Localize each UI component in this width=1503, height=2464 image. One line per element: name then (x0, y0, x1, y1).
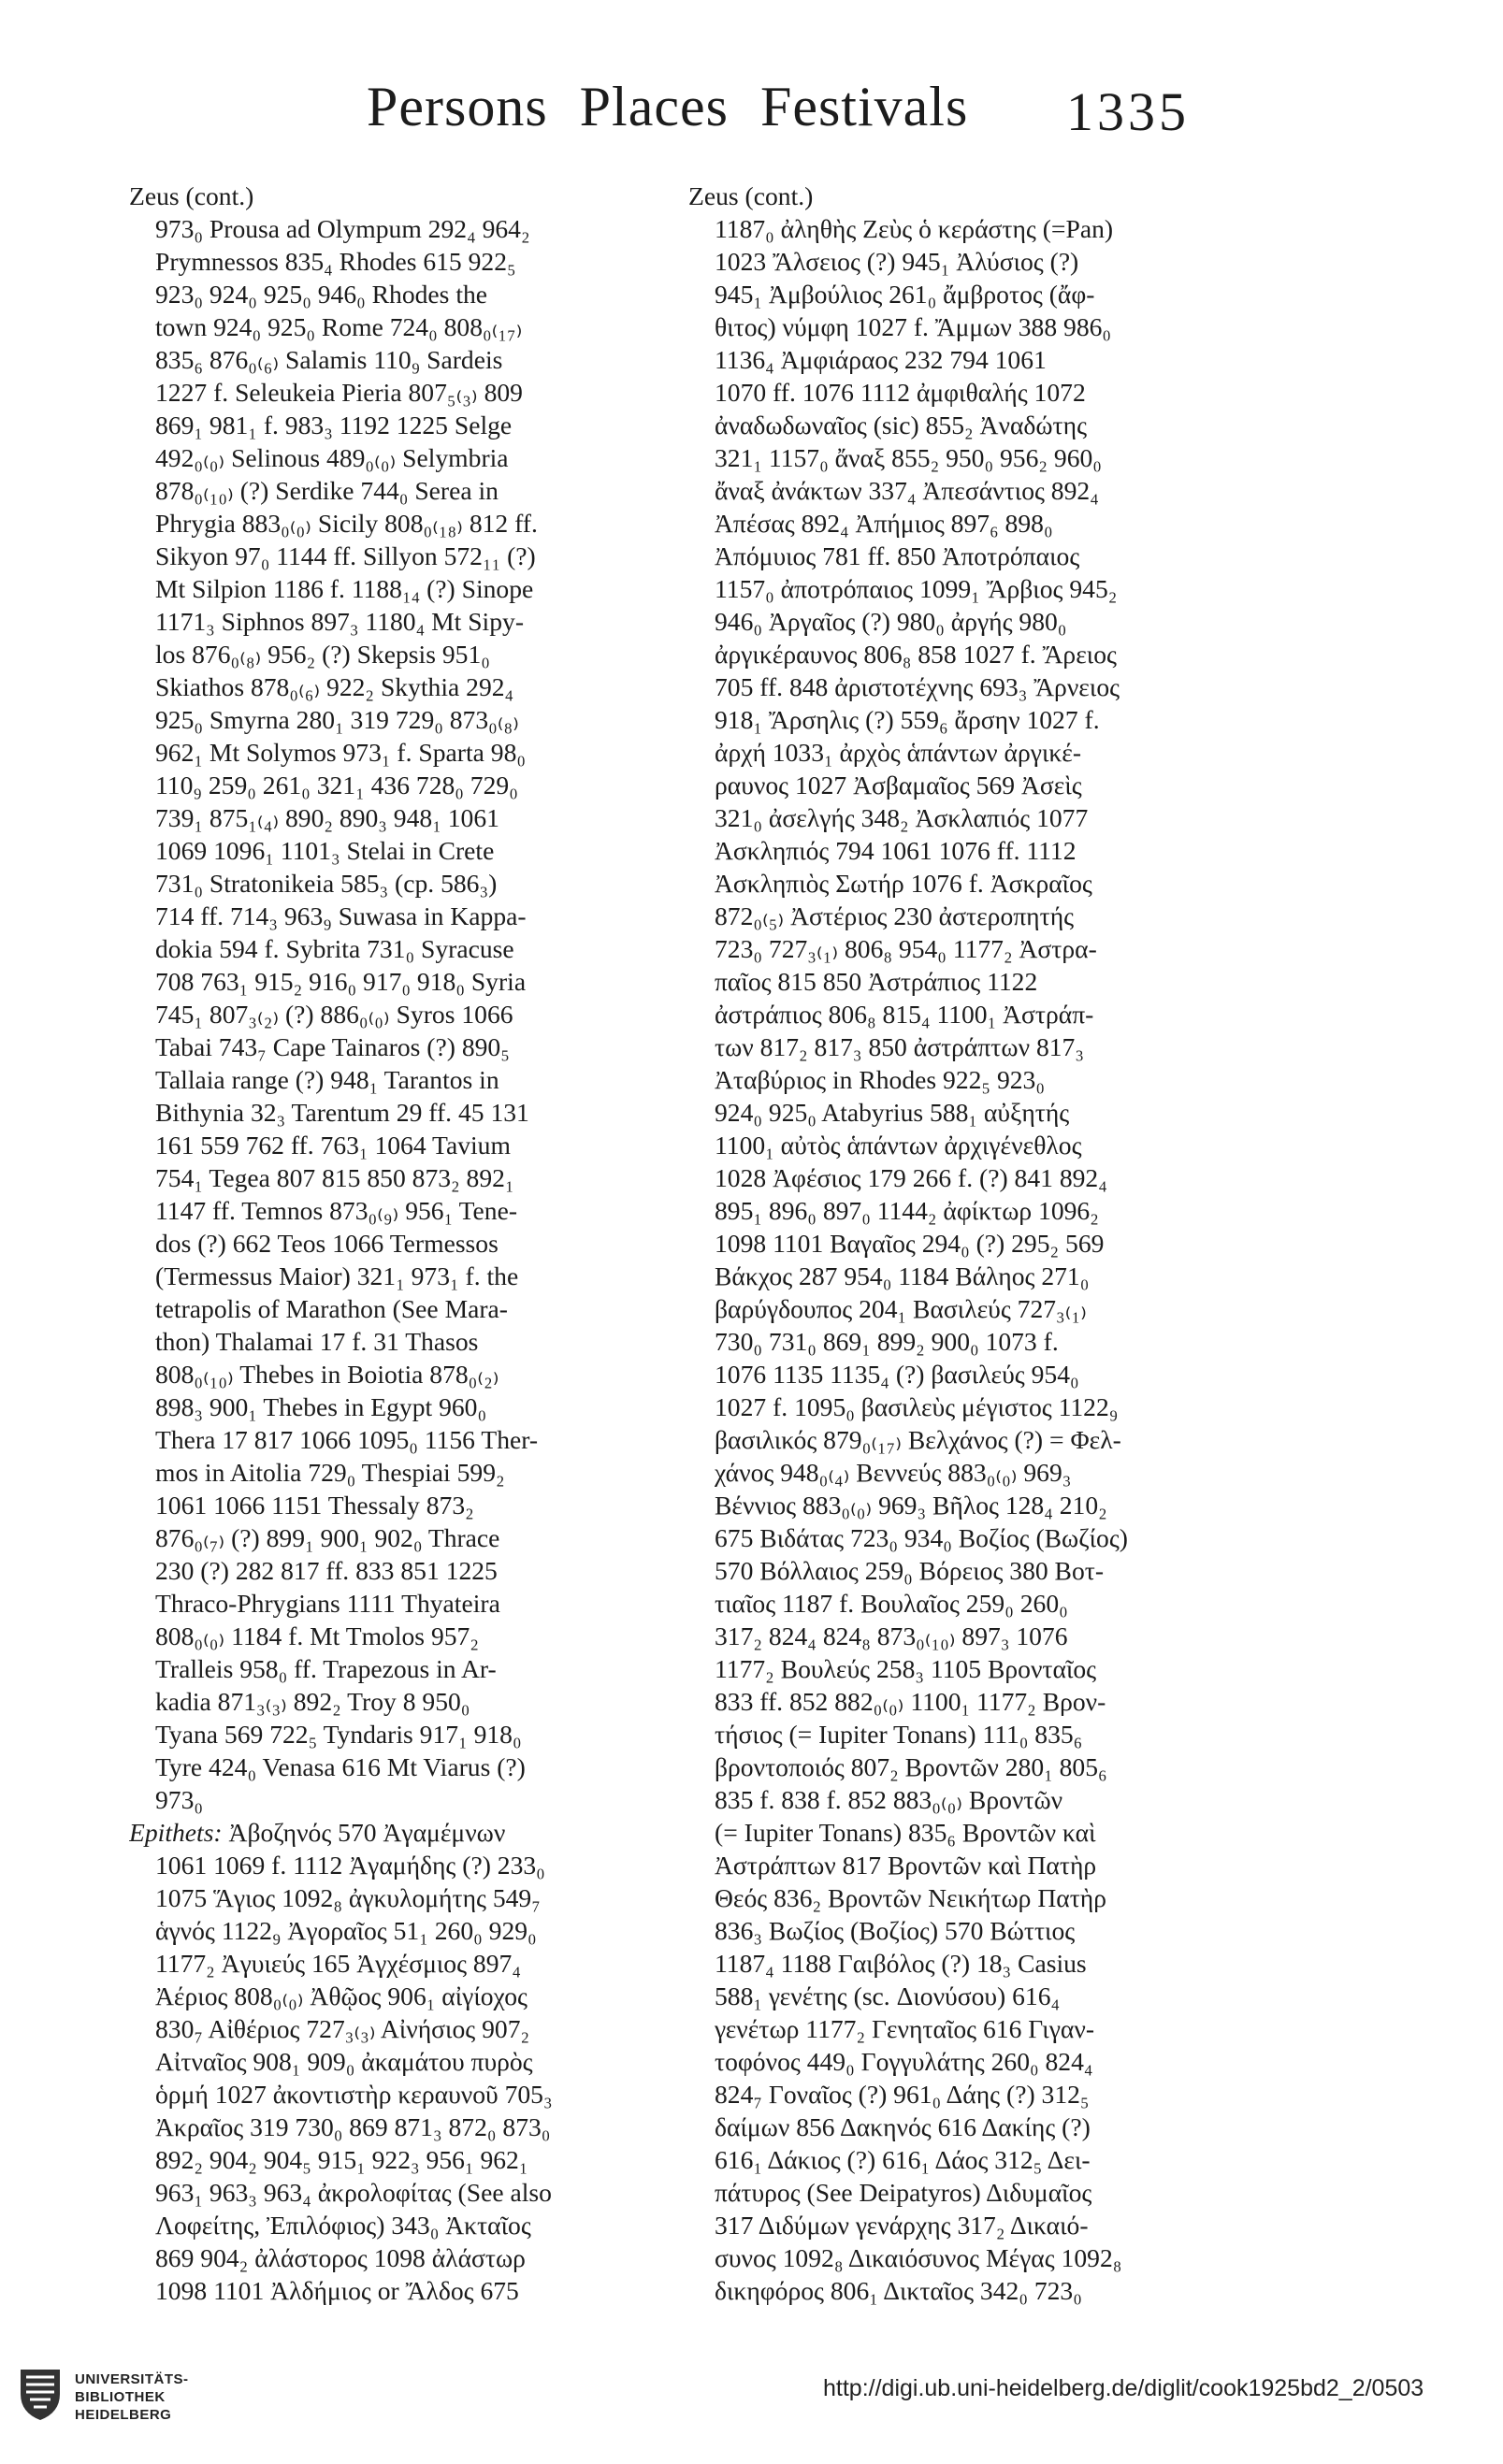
index-line: Ἀπέσας 892₄ Ἀπήμιος 897₆ 898₀ (715, 509, 1053, 538)
index-line: 962₁ Mt Solymos 973₁ f. Sparta 98₀ (155, 738, 527, 767)
index-line: ἀρχή 1033₁ ἀρχὸς ἁπάντων ἀργικέ- (715, 738, 1082, 767)
library-logo (17, 2366, 189, 2431)
index-line: kadia 871₃₍₃₎ 892₂ Troy 8 950₀ (155, 1687, 470, 1716)
index-line: βασιλικός 879₀₍₁₇₎ Βελχάνος (?) = Φελ- (715, 1425, 1121, 1454)
index-line: 616₁ Δάκιος (?) 616₁ Δάος 312₅ Δει- (715, 2145, 1091, 2174)
index-line: 1147 ff. Temnos 873₀₍₉₎ 956₁ Tene- (155, 1196, 518, 1225)
index-line: 946₀ Ἀργαῖος (?) 980₀ ἀργής 980₀ (715, 607, 1067, 636)
index-line: ἀστράπιος 806₈ 815₄ 1100₁ Ἀστράπ- (715, 1000, 1094, 1029)
index-line: ἀργικέραυνος 806₈ 858 1027 f. Ἄρειος (715, 640, 1117, 669)
index-line: 925₀ Smyrna 280₁ 319 729₀ 873₀₍₈₎ (155, 705, 519, 734)
epithets-label: Epithets: (129, 1818, 223, 1847)
index-line: 808₀₍₀₎ 1184 f. Mt Tmolos 957₂ (155, 1621, 479, 1650)
page-number: 1335 (1066, 81, 1190, 142)
library-name-line: BIBLIOTHEK (75, 2389, 166, 2405)
index-line: Mt Silpion 1186 f. 1188₁₄ (?) Sinope (155, 574, 534, 603)
index-line: los 876₀₍₈₎ 956₂ (?) Skepsis 951₀ (155, 640, 490, 669)
index-line: 963₁ 963₃ 963₄ ἀκρολοφίτας (See also (155, 2178, 552, 2207)
index-line: 878₀₍₁₀₎ (?) Serdike 744₀ Serea in (155, 476, 499, 505)
index-line: 1171₃ Siphnos 897₃ 1180₄ Mt Sipy- (155, 607, 525, 636)
index-line: δαίμων 856 Δακηνός 616 Δακίης (?) (715, 2112, 1091, 2141)
right-column-entries (688, 212, 1145, 2307)
index-line: Βέννιος 883₀₍₀₎ 969₃ Βῆλος 128₄ 210₂ (715, 1491, 1107, 1520)
index-line: τιαῖος 1187 f. Βουλαῖος 259₀ 260₀ (715, 1589, 1068, 1618)
index-line: 745₁ 807₃₍₂₎ (?) 886₀₍₀₎ Syros 1066 (155, 1000, 513, 1029)
index-line: 973₀ Prousa ad Olympum 292₄ 964₂ (155, 214, 530, 243)
index-line: 1098 1101 Ἀλδήμιος or Ἄλδος 675 (155, 2276, 519, 2305)
index-line: Tabai 743₇ Cape Tainaros (?) 890₅ (155, 1032, 510, 1061)
index-line: Βάκχος 287 954₀ 1184 Βάληος 271₀ (715, 1261, 1090, 1290)
index-line: 675 Βιδάτας 723₀ 934₀ Βοζίος (Βωζίος) (715, 1523, 1128, 1552)
index-line: 808₀₍₁₀₎ Thebes in Boiotia 878₀₍₂₎ (155, 1360, 499, 1389)
index-line: 492₀₍₀₎ Selinous 489₀₍₀₎ Selymbria (155, 443, 509, 472)
index-line: (= Iupiter Tonans) 835₆ Βροντῶν καὶ (715, 1818, 1096, 1847)
index-line: 705 ff. 848 ἀριστοτέχνης 693₃ Ἄρνειος (715, 672, 1120, 701)
library-shield-icon (17, 2366, 64, 2422)
index-line: Ἀκραῖος 319 730₀ 869 871₃ 872₀ 873₀ (155, 2112, 551, 2141)
index-line: ἀναδωδωναῖος (sic) 855₂ Ἀναδώτης (715, 411, 1088, 439)
index-line: mos in Aitolia 729₀ Thespiai 599₂ (155, 1458, 505, 1487)
epithets-first-line (129, 1816, 585, 1849)
index-line: dos (?) 662 Teos 1066 Termessos (155, 1229, 499, 1258)
index-line: 1075 Ἅγιος 1092₈ ἀγκυλομήτης 549₇ (155, 1883, 541, 1912)
index-line: Tallaia range (?) 948₁ Tarantos in (155, 1065, 499, 1094)
index-line: 872₀₍₅₎ Ἀστέριος 230 ἀστεροπητής (715, 901, 1075, 930)
index-line: 754₁ Tegea 807 815 850 873₂ 892₁ (155, 1163, 514, 1192)
index-line: 924₀ 925₀ Atabyrius 588₁ αὐξητής (715, 1098, 1070, 1127)
library-name (75, 2370, 189, 2424)
index-line: 1100₁ αὐτὸς ἁπάντων ἀρχιγένεθλος (715, 1131, 1082, 1160)
index-line: Thraco-Phrygians 1111 Thyateira (155, 1589, 500, 1618)
index-line: Ἀταβύριος in Rhodes 922₅ 923₀ (715, 1065, 1045, 1094)
index-line: 876₀₍₇₎ (?) 899₁ 900₁ 902₀ Thrace (155, 1523, 500, 1552)
index-line: 739₁ 875₁₍₄₎ 890₂ 890₃ 948₁ 1061 (155, 803, 499, 832)
index-line: 1070 ff. 1076 1112 ἀμφιθαλής 1072 (715, 378, 1086, 407)
index-line: των 817₂ 817₃ 850 ἀστράπτων 817₃ (715, 1032, 1084, 1061)
index-line: 869 904₂ ἀλάστορος 1098 ἀλάστωρ (155, 2243, 526, 2272)
index-line: τήσιος (= Iupiter Tonans) 111₀ 835₆ (715, 1720, 1083, 1749)
library-name-line: HEIDELBERG (75, 2407, 172, 2423)
index-line: Αἰτναῖος 908₁ 909₀ ἀκαμάτου πυρὸς (155, 2047, 533, 2076)
index-line: 230 (?) 282 817 ff. 833 851 1225 (155, 1556, 498, 1585)
index-line: Ἀσκληπιὸς Σωτήρ 1076 f. Ἀσκραῖος (715, 869, 1092, 898)
index-line: 570 Βόλλαιος 259₀ Βόρειος 380 Βοτ- (715, 1556, 1105, 1585)
index-line: 1076 1135 1135₄ (?) βασιλεύς 954₀ (715, 1360, 1079, 1389)
index-line: 973₀ (155, 1785, 204, 1814)
index-line: 898₃ 900₁ Thebes in Egypt 960₀ (155, 1392, 487, 1421)
index-line: 836₃ Βωζίος (Βοζίος) 570 Βώττιος (715, 1916, 1076, 1945)
index-line: 317₂ 824₄ 824₈ 873₀₍₁₀₎ 897₃ 1076 (715, 1621, 1068, 1650)
index-line: ἄναξ ἀνάκτων 337₄ Ἀπεσάντιος 892₄ (715, 476, 1099, 505)
index-line: ὁρμή 1027 ἀκοντιστὴρ κεραυνοῦ 705₃ (155, 2080, 553, 2109)
index-line: 110₉ 259₀ 261₀ 321₁ 436 728₀ 729₀ (155, 771, 518, 800)
index-line: 1069 1096₁ 1101₃ Stelai in Crete (155, 836, 495, 865)
index-line: 321₁ 1157₀ ἄναξ 855₂ 950₀ 956₂ 960₀ (715, 443, 1102, 472)
epithets-block (129, 1816, 585, 2307)
index-line: Ἀβοζηνός 570 Ἀγαμέμνων (222, 1818, 506, 1847)
index-line: Skiathos 878₀₍₆₎ 922₂ Skythia 292₄ (155, 672, 514, 701)
page-footer (0, 2317, 1503, 2464)
index-line: thon) Thalamai 17 f. 31 Thasos (155, 1327, 479, 1356)
index-line: 1187₄ 1188 Γαιβόλος (?) 18₃ Casius (715, 1949, 1087, 1978)
right-column (688, 180, 1145, 2307)
index-line: 1177₂ Ἀγυιεύς 165 Ἀγχέσμιος 897₄ (155, 1949, 521, 1978)
index-line: dokia 594 f. Sybrita 731₀ Syracuse (155, 934, 514, 963)
index-line: Ἀστράπτων 817 Βροντῶν καὶ Πατὴρ (715, 1851, 1097, 1880)
left-column-entries (129, 212, 585, 1816)
index-line: 869₁ 981₁ f. 983₃ 1192 1225 Selge (155, 411, 513, 439)
index-line: 731₀ Stratonikeia 585₃ (cp. 586₃) (155, 869, 498, 898)
index-line: ἁγνός 1122₉ Ἀγοραῖος 51₁ 260₀ 929₀ (155, 1916, 537, 1945)
index-line: τοφόνος 449₀ Γογγυλάτης 260₀ 824₄ (715, 2047, 1093, 2076)
left-column-heading: Zeus (cont.) (129, 181, 254, 210)
running-title: Persons Places Festivals (367, 76, 969, 137)
index-line: 708 763₁ 915₂ 916₀ 917₀ 918₀ Syria (155, 967, 527, 996)
index-line: 918₁ Ἄρσηλις (?) 559₆ ἄρσην 1027 f. (715, 705, 1100, 734)
index-line: 588₁ γενέτης (sc. Διονύσου) 616₄ (715, 1981, 1061, 2010)
index-line: χάνος 948₀₍₄₎ Βεννεύς 883₀₍₀₎ 969₃ (715, 1458, 1072, 1487)
index-line: Ἀπόμυιος 781 ff. 850 Ἀποτρόπαιος (715, 541, 1080, 570)
index-line: 1098 1101 Βαγαῖος 294₀ (?) 295₂ 569 (715, 1229, 1105, 1258)
index-line: 730₀ 731₀ 869₁ 899₂ 900₀ 1073 f. (715, 1327, 1059, 1356)
index-line: 714 ff. 714₃ 963₉ Suwasa in Kappa- (155, 901, 527, 930)
index-line: βαρύγδουπος 204₁ Βασιλεύς 727₃₍₁₎ (715, 1294, 1087, 1323)
index-line: 1227 f. Seleukeia Pieria 807₅₍₃₎ 809 (155, 378, 523, 407)
index-line: 835 f. 838 f. 852 883₀₍₀₎ Βροντῶν (715, 1785, 1063, 1814)
index-line: Λοφείτης, Ἐπιλόφιος) 343₀ Ἀκταῖος (155, 2211, 531, 2240)
library-name-line: UNIVERSITÄTS- (75, 2371, 189, 2387)
index-line: βροντοποιός 807₂ Βροντῶν 280₁ 805₆ (715, 1752, 1107, 1781)
index-line: 1177₂ Βουλεύς 258₃ 1105 Βρονταῖος (715, 1654, 1097, 1683)
index-line: Tralleis 958₀ ff. Trapezous in Ar- (155, 1654, 497, 1683)
index-line: Thera 17 817 1066 1095₀ 1156 Ther- (155, 1425, 539, 1454)
index-line: συνος 1092₈ Δικαιόσυνος Μέγας 1092₈ (715, 2243, 1122, 2272)
index-line: Tyre 424₀ Venasa 616 Mt Viarus (?) (155, 1752, 526, 1781)
index-line: Tyana 569 722₅ Tyndaris 917₁ 918₀ (155, 1720, 522, 1749)
index-line: 833 ff. 852 882₀₍₀₎ 1100₁ 1177₂ Βρον- (715, 1687, 1106, 1716)
index-line: 161 559 762 ff. 763₁ 1064 Tavium (155, 1131, 511, 1160)
index-line: (Termessus Maior) 321₁ 973₁ f. the (155, 1261, 519, 1290)
right-column-heading: Zeus (cont.) (688, 181, 814, 210)
index-line: town 924₀ 925₀ Rome 724₀ 808₀₍₁₇₎ (155, 312, 523, 341)
index-line: 835₆ 876₀₍₆₎ Salamis 110₉ Sardeis (155, 345, 503, 374)
index-line: 1187₀ ἀληθὴς Ζεὺς ὁ κεράστης (=Pan) (715, 214, 1114, 243)
index-line: Θεός 836₂ Βροντῶν Νεικήτωρ Πατὴρ (715, 1883, 1106, 1912)
index-line: Phrygia 883₀₍₀₎ Sicily 808₀₍₁₈₎ 812 ff. (155, 509, 538, 538)
index-line: Ἀέριος 808₀₍₀₎ Ἀθῷος 906₁ αἰγίοχος (155, 1981, 527, 2010)
index-line: δικηφόρος 806₁ Δικταῖος 342₀ 723₀ (715, 2276, 1082, 2305)
index-line: 1061 1069 f. 1112 Ἀγαμήδης (?) 233₀ (155, 1851, 545, 1880)
index-line: 830₇ Αἰθέριος 727₃₍₃₎ Αἰνήσιος 907₂ (155, 2014, 530, 2043)
source-url-link[interactable]: http://digi.ub.uni-heidelberg.de/diglit/cook1925bd2_2/0503 (823, 2375, 1424, 2401)
index-line: θιτος) νύμφη 1027 f. Ἄμμων 388 986₀ (715, 312, 1112, 341)
index-line: tetrapolis of Marathon (See Mara- (155, 1294, 508, 1323)
page-header (0, 75, 1503, 159)
epithets-entries (129, 1849, 585, 2307)
index-line: 1136₄ Ἀμφιάραος 232 794 1061 (715, 345, 1047, 374)
index-line: 1061 1066 1151 Thessaly 873₂ (155, 1491, 474, 1520)
index-line: 1028 Ἀφέσιος 179 266 f. (?) 841 892₄ (715, 1163, 1107, 1192)
left-column (129, 180, 585, 2307)
index-line: Sikyon 97₀ 1144 ff. Sillyon 572₁₁ (?) (155, 541, 536, 570)
index-line: παῖος 815 850 Ἀστράπιος 1122 (715, 967, 1038, 996)
index-line: πάτυρος (See Deipatyros) Διδυμαῖος (715, 2178, 1092, 2207)
index-line: 321₀ ἀσελγής 348₂ Ἀσκλαπιός 1077 (715, 803, 1089, 832)
index-line: 824₇ Γοναῖος (?) 961₀ Δάης (?) 312₅ (715, 2080, 1090, 2109)
index-line: Prymnessos 835₄ Rhodes 615 922₅ (155, 247, 516, 276)
index-line: 723₀ 727₃₍₁₎ 806₈ 954₀ 1177₂ Ἀστρα- (715, 934, 1097, 963)
index-line: 895₁ 896₀ 897₀ 1144₂ ἀφίκτωρ 1096₂ (715, 1196, 1099, 1225)
index-line: 317 Διδύμων γενάρχης 317₂ Δικαιό- (715, 2211, 1089, 2240)
index-line: 892₂ 904₂ 904₅ 915₁ 922₃ 956₁ 962₁ (155, 2145, 528, 2174)
index-line: 1027 f. 1095₀ βασιλεὺς μέγιστος 1122₉ (715, 1392, 1119, 1421)
index-line: ραυνος 1027 Ἀσβαμαῖος 569 Ἀσεὶς (715, 771, 1082, 800)
index-line: 923₀ 924₀ 925₀ 946₀ Rhodes the (155, 280, 488, 309)
index-line: γενέτωρ 1177₂ Γενηταῖος 616 Γιγαν- (715, 2014, 1095, 2043)
index-line: 1023 Ἄλσειος (?) 945₁ Ἀλύσιος (?) (715, 247, 1079, 276)
index-line: 1157₀ ἀποτρόπαιος 1099₁ Ἄρβιος 945₂ (715, 574, 1118, 603)
index-line: Ἀσκληπιός 794 1061 1076 ff. 1112 (715, 836, 1077, 865)
index-line: 945₁ Ἀμβούλιος 261₀ ἄμβροτος (ἄφ- (715, 280, 1095, 309)
index-line: Bithynia 32₃ Tarentum 29 ff. 45 131 (155, 1098, 529, 1127)
